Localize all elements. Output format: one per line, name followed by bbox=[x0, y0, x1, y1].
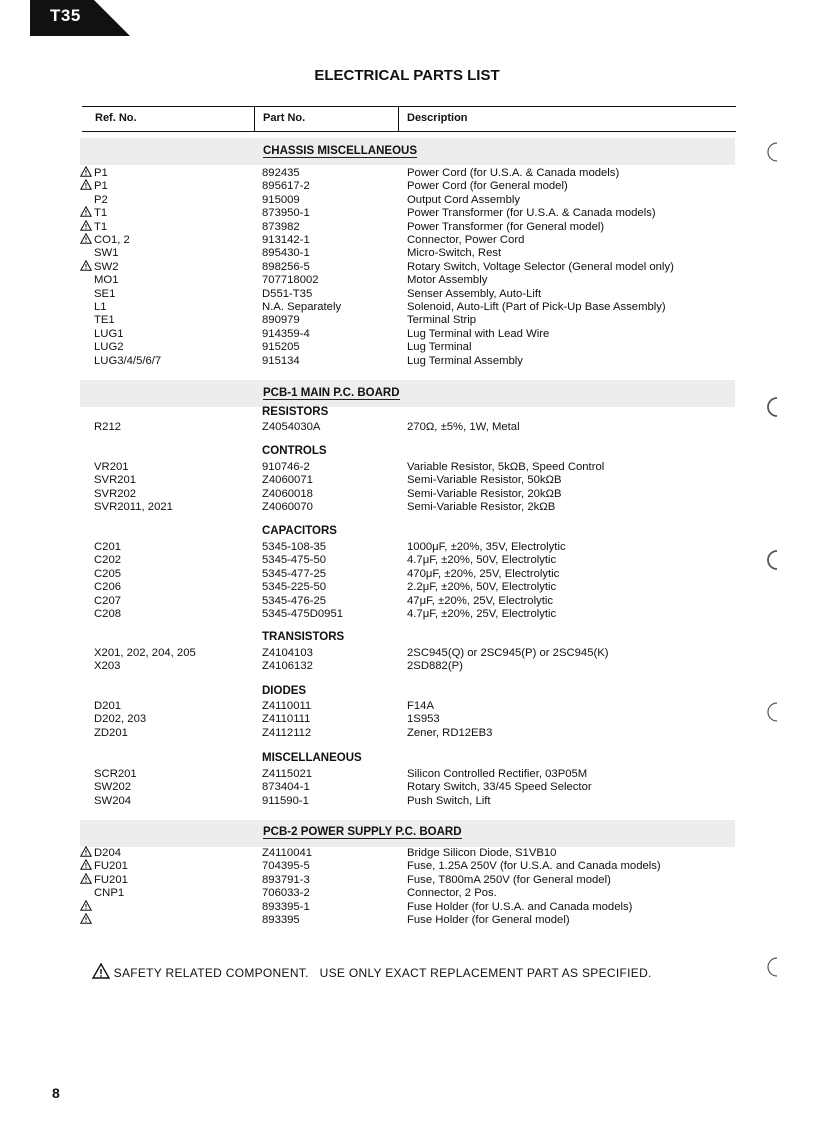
description: Solenoid, Auto-Lift (Part of Pick-Up Base Assembly) bbox=[407, 301, 666, 313]
part-no: 893791-3 bbox=[262, 873, 310, 886]
description: Connector, 2 Pos. bbox=[407, 887, 497, 900]
part-no: D551-T35 bbox=[262, 287, 313, 300]
ref-no-text: C206 bbox=[94, 581, 122, 594]
ref-no-text: SCR201 bbox=[94, 768, 137, 780]
part-no: 873404-1 bbox=[262, 781, 310, 794]
part-no: Z4115021 bbox=[262, 768, 313, 780]
ref-no bbox=[80, 540, 250, 554]
section-band-pcb1 bbox=[80, 380, 735, 407]
ref-no-text: T1 bbox=[94, 220, 108, 233]
ref-no bbox=[80, 594, 250, 608]
ref-no-text: SW1 bbox=[94, 247, 119, 260]
part-no: Z4112112 bbox=[262, 726, 312, 739]
ref-no bbox=[80, 179, 250, 193]
description: Lug Terminal with Lead Wire bbox=[407, 327, 550, 340]
description: Power Transformer (for U.S.A. & Canada models) bbox=[407, 207, 656, 220]
part-no: 915009 bbox=[262, 193, 300, 206]
description: Fuse, T800mA 250V (for General model) bbox=[407, 873, 611, 886]
ref-no bbox=[80, 794, 250, 808]
binder-hole-icon bbox=[763, 395, 783, 419]
section-title-pcb2: PCB-2 POWER SUPPLY P.C. BOARD bbox=[263, 826, 462, 838]
ref-no-text: SW2 bbox=[94, 260, 119, 273]
binder-hole-icon bbox=[763, 548, 783, 572]
description: Silicon Controlled Rectifier, 03P05M bbox=[407, 768, 588, 780]
subsection-controls: CONTROLS bbox=[262, 445, 327, 457]
safety-note-text: SAFETY RELATED COMPONENT. USE ONLY EXACT REPLACEMENT PART AS SPECIFIED. bbox=[113, 966, 652, 980]
description: Fuse, 1.25A 250V (for U.S.A. and Canada models) bbox=[407, 860, 661, 873]
warning-icon bbox=[80, 913, 94, 927]
header-ref: Ref. No. bbox=[95, 112, 137, 124]
description: Power Transformer (for General model) bbox=[407, 220, 605, 233]
ref-no bbox=[80, 699, 250, 713]
part-no: 893395 bbox=[262, 914, 300, 926]
table-header bbox=[82, 106, 736, 132]
warning-icon bbox=[80, 220, 94, 234]
ref-no-text: D201 bbox=[94, 700, 122, 712]
part-no: Z4060070 bbox=[262, 501, 313, 514]
description: 4.7μF, ±20%, 50V, Electrolytic bbox=[407, 554, 557, 567]
subsection-transistors: TRANSISTORS bbox=[262, 631, 345, 643]
description: 470μF, ±20%, 25V, Electrolytic bbox=[407, 567, 560, 580]
ref-no bbox=[80, 300, 250, 314]
page-tab-label: T35 bbox=[50, 6, 81, 25]
safety-note bbox=[92, 963, 652, 980]
ref-no bbox=[80, 886, 250, 900]
ref-no bbox=[80, 193, 250, 207]
ref-no bbox=[80, 659, 250, 673]
part-no: 5345-476-25 bbox=[262, 594, 327, 607]
part-no: Z4054030A bbox=[262, 421, 321, 433]
ref-no-text: C208 bbox=[94, 608, 122, 620]
page-title: ELECTRICAL PARTS LIST bbox=[314, 67, 500, 84]
ref-no-text: TE1 bbox=[94, 314, 115, 327]
ref-no-text: CNP1 bbox=[94, 887, 125, 900]
ref-no-text: L1 bbox=[94, 301, 107, 313]
part-no: 910746-2 bbox=[262, 461, 310, 473]
description: 270Ω, ±5%, 1W, Metal bbox=[407, 421, 520, 433]
warning-icon bbox=[80, 873, 94, 887]
section-title-chassis: CHASSIS MISCELLANEOUS bbox=[263, 145, 417, 157]
subsection-misc: MISCELLANEOUS bbox=[262, 752, 362, 764]
part-no: Z4110011 bbox=[262, 700, 312, 712]
description: Output Cord Assembly bbox=[407, 193, 521, 206]
ref-no bbox=[80, 460, 250, 474]
ref-no-text: LUG3/4/5/6/7 bbox=[94, 354, 162, 367]
binder-hole-icon bbox=[763, 955, 783, 979]
part-no: 5345-475D0951 bbox=[262, 608, 344, 620]
header-desc: Description bbox=[407, 112, 468, 124]
description: Senser Assembly, Auto-Lift bbox=[407, 287, 542, 300]
warning-icon bbox=[80, 206, 94, 220]
part-no: N.A. Separately bbox=[262, 301, 342, 313]
ref-no bbox=[80, 726, 250, 740]
part-no: Z4106132 bbox=[262, 660, 313, 673]
ref-no bbox=[80, 340, 250, 354]
ref-no-text: SVR202 bbox=[94, 487, 137, 500]
ref-no bbox=[80, 859, 250, 873]
ref-no-text: C202 bbox=[94, 554, 122, 567]
subsection-capacitors: CAPACITORS bbox=[262, 525, 337, 537]
description: Fuse Holder (for General model) bbox=[407, 914, 570, 926]
ref-no-text: SW202 bbox=[94, 781, 132, 794]
part-no: 915134 bbox=[262, 354, 300, 367]
description: Power Cord (for U.S.A. & Canada models) bbox=[407, 167, 620, 179]
ref-no-text: ZD201 bbox=[94, 726, 128, 739]
ref-no-text: D204 bbox=[94, 847, 122, 859]
part-no: 898256-5 bbox=[262, 260, 310, 273]
ref-no bbox=[80, 273, 250, 287]
ref-no-text: P1 bbox=[94, 167, 108, 179]
ref-no-text: MO1 bbox=[94, 274, 119, 287]
ref-no bbox=[80, 646, 250, 660]
ref-no-text: P1 bbox=[94, 180, 108, 193]
part-no: 873982 bbox=[262, 220, 300, 233]
description: Bridge Silicon Diode, S1VB10 bbox=[407, 847, 557, 859]
ref-no bbox=[80, 780, 250, 794]
description: 1000μF, ±20%, 35V, Electrolytic bbox=[407, 541, 566, 553]
part-no: 873950-1 bbox=[262, 207, 310, 220]
subsection-resistors: RESISTORS bbox=[262, 406, 329, 418]
part-no: Z4104103 bbox=[262, 647, 313, 659]
part-no: 893395-1 bbox=[262, 900, 310, 913]
warning-icon bbox=[92, 963, 110, 979]
warning-icon bbox=[80, 859, 94, 873]
part-no: 707718002 bbox=[262, 274, 319, 287]
description: F14A bbox=[407, 700, 435, 712]
ref-no bbox=[80, 607, 250, 621]
ref-no-text: FU201 bbox=[94, 860, 128, 873]
warning-icon bbox=[80, 900, 94, 914]
description: 1S953 bbox=[407, 713, 440, 726]
ref-no-text: D202, 203 bbox=[94, 713, 147, 726]
page-number: 8 bbox=[52, 1085, 60, 1101]
ref-no bbox=[80, 313, 250, 327]
ref-no-text: C205 bbox=[94, 567, 122, 580]
description: 2SC945(Q) or 2SC945(P) or 2SC945(K) bbox=[407, 647, 609, 659]
ref-no bbox=[80, 712, 250, 726]
description: Lug Terminal Assembly bbox=[407, 354, 523, 367]
ref-no bbox=[80, 327, 250, 341]
ref-no bbox=[80, 913, 250, 927]
ref-no-text: X201, 202, 204, 205 bbox=[94, 647, 196, 659]
part-no: 5345-477-25 bbox=[262, 567, 327, 580]
part-no: 704395-5 bbox=[262, 860, 310, 873]
description: Fuse Holder (for U.S.A. and Canada models) bbox=[407, 900, 633, 913]
ref-no-text: P2 bbox=[94, 193, 108, 206]
ref-no bbox=[80, 420, 250, 434]
ref-no bbox=[80, 206, 250, 220]
description: Connector, Power Cord bbox=[407, 234, 525, 246]
ref-no bbox=[80, 220, 250, 234]
description: 2.2μF, ±20%, 50V, Electrolytic bbox=[407, 581, 557, 594]
ref-no-text: R212 bbox=[94, 421, 122, 433]
ref-no-text: FU201 bbox=[94, 873, 128, 886]
ref-no bbox=[80, 846, 250, 860]
ref-no bbox=[80, 567, 250, 581]
ref-no bbox=[80, 487, 250, 501]
section-title-pcb1: PCB-1 MAIN P.C. BOARD bbox=[263, 387, 400, 399]
ref-no bbox=[80, 900, 250, 914]
warning-icon bbox=[80, 233, 94, 247]
description: Rotary Switch, 33/45 Speed Selector bbox=[407, 781, 592, 794]
ref-no-text: C201 bbox=[94, 541, 122, 553]
header-part: Part No. bbox=[263, 112, 306, 124]
ref-no bbox=[80, 246, 250, 260]
part-no: 5345-225-50 bbox=[262, 581, 327, 594]
description: Push Switch, Lift bbox=[407, 794, 491, 807]
ref-no bbox=[80, 580, 250, 594]
description: Power Cord (for General model) bbox=[407, 180, 568, 193]
ref-no-text: T1 bbox=[94, 207, 108, 220]
description: Motor Assembly bbox=[407, 274, 488, 287]
warning-icon bbox=[80, 260, 94, 274]
part-no: Z4110111 bbox=[262, 713, 311, 726]
part-no: 895430-1 bbox=[262, 247, 310, 260]
part-no: Z4060018 bbox=[262, 487, 313, 500]
description: Semi-Variable Resistor, 20kΩB bbox=[407, 487, 562, 500]
description: Semi-Variable Resistor, 2kΩB bbox=[407, 501, 556, 514]
part-no: 915205 bbox=[262, 341, 300, 354]
ref-no bbox=[80, 233, 250, 247]
description: 4.7μF, ±20%, 25V, Electrolytic bbox=[407, 608, 557, 620]
description: Micro-Switch, Rest bbox=[407, 247, 502, 260]
binder-hole-icon bbox=[763, 700, 783, 724]
part-no: 895617-2 bbox=[262, 180, 310, 193]
ref-no-text: LUG1 bbox=[94, 327, 124, 340]
ref-no-text: LUG2 bbox=[94, 341, 124, 354]
ref-no-text: C207 bbox=[94, 594, 122, 607]
ref-no bbox=[80, 873, 250, 887]
part-no: Z4060071 bbox=[262, 474, 313, 487]
ref-no-text: VR201 bbox=[94, 461, 129, 473]
warning-icon bbox=[80, 166, 94, 180]
part-no: Z4110041 bbox=[262, 847, 313, 859]
ref-no bbox=[80, 354, 250, 368]
ref-no-text: SW204 bbox=[94, 794, 132, 807]
ref-no-text: SVR201 bbox=[94, 474, 137, 487]
ref-no-text: SE1 bbox=[94, 287, 116, 300]
warning-icon bbox=[80, 179, 94, 193]
subsection-diodes: DIODES bbox=[262, 685, 307, 697]
warning-icon bbox=[80, 846, 94, 860]
part-no: 911590-1 bbox=[262, 794, 309, 807]
description: Variable Resistor, 5kΩB, Speed Control bbox=[407, 461, 605, 473]
description: Terminal Strip bbox=[407, 314, 477, 327]
ref-no bbox=[80, 553, 250, 567]
ref-no bbox=[80, 767, 250, 781]
ref-no-text: CO1, 2 bbox=[94, 234, 130, 246]
part-no: 913142-1 bbox=[262, 234, 310, 246]
part-no: 892435 bbox=[262, 167, 300, 179]
description: Rotary Switch, Voltage Selector (General model only) bbox=[407, 260, 674, 273]
part-no: 890979 bbox=[262, 314, 300, 327]
binder-hole-icon bbox=[763, 140, 783, 164]
description: 47μF, ±20%, 25V, Electrolytic bbox=[407, 594, 554, 607]
ref-no-text: SVR2011, 2021 bbox=[94, 501, 173, 514]
part-no: 914359-4 bbox=[262, 327, 310, 340]
description: 2SD882(P) bbox=[407, 660, 463, 673]
description: Semi-Variable Resistor, 50kΩB bbox=[407, 474, 562, 487]
ref-no bbox=[80, 500, 250, 514]
description: Lug Terminal bbox=[407, 341, 472, 354]
part-no: 5345-475-50 bbox=[262, 554, 327, 567]
ref-no-text: X203 bbox=[94, 660, 121, 673]
ref-no bbox=[80, 473, 250, 487]
description: Zener, RD12EB3 bbox=[407, 726, 493, 739]
part-no: 706033-2 bbox=[262, 887, 310, 900]
ref-no bbox=[80, 166, 250, 180]
ref-no bbox=[80, 287, 250, 301]
ref-no bbox=[80, 260, 250, 274]
part-no: 5345-108-35 bbox=[262, 541, 327, 553]
